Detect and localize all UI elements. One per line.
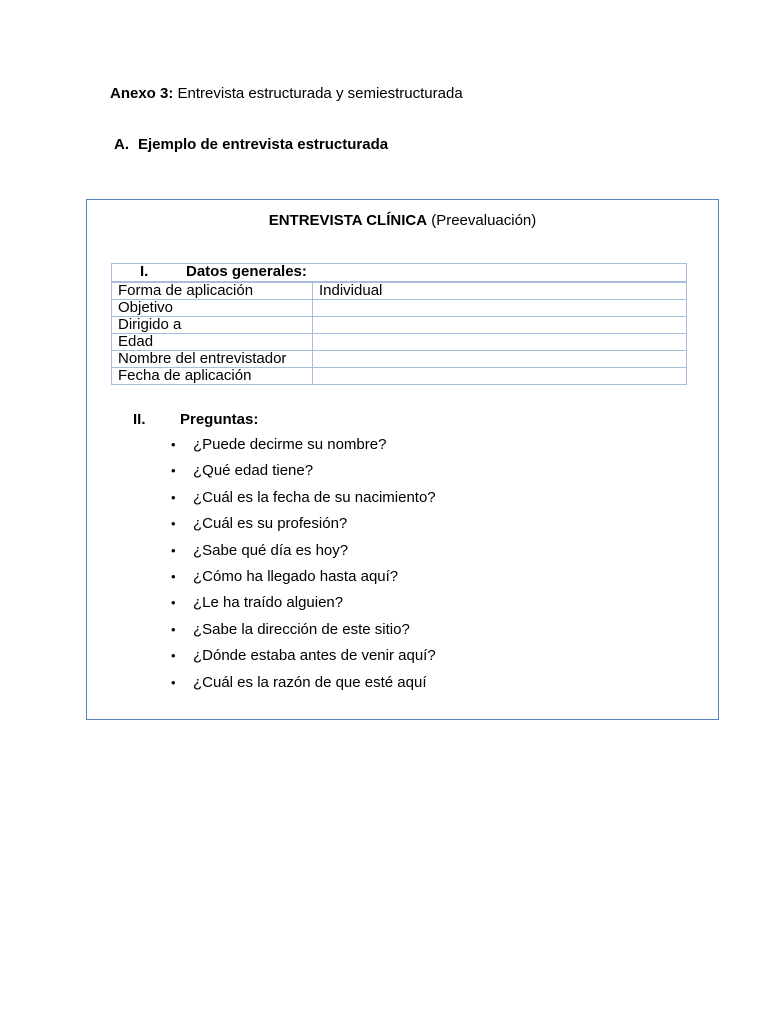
section-a-heading xyxy=(114,136,388,154)
row-value[interactable] xyxy=(313,368,687,385)
bullet-icon: • xyxy=(171,595,176,611)
question-text: ¿Dónde estaba antes de venir aquí? xyxy=(193,647,436,665)
row-label: Fecha de aplicación xyxy=(112,368,313,385)
form-title-main: ENTREVISTA CLÍNICA xyxy=(268,212,428,229)
bullet-icon: • xyxy=(171,568,176,584)
section-a-number: A. xyxy=(114,136,129,153)
row-label: Nombre del entrevistador xyxy=(112,351,313,368)
list-item xyxy=(171,568,436,594)
bullet-icon: • xyxy=(171,674,176,690)
general-data-heading: Datos generales: xyxy=(186,263,307,280)
annex-label: Anexo 3: xyxy=(110,85,174,102)
table-row xyxy=(112,317,687,334)
table-row xyxy=(112,351,687,368)
interview-form-frame xyxy=(86,199,719,720)
question-text: ¿Cuál es su profesión? xyxy=(193,515,348,533)
general-data-table xyxy=(111,263,687,385)
form-title xyxy=(87,212,718,230)
list-item xyxy=(171,647,436,673)
row-value[interactable] xyxy=(313,317,687,334)
bullet-icon: • xyxy=(171,621,176,637)
section-a-title: Ejemplo de entrevista estructurada xyxy=(138,136,389,153)
question-text: ¿Cuál es la razón de que esté aquí xyxy=(193,673,427,691)
bullet-icon: • xyxy=(171,463,176,479)
question-text: ¿Qué edad tiene? xyxy=(193,462,314,480)
row-label: Dirigido a xyxy=(112,317,313,334)
list-item xyxy=(171,436,436,462)
row-label: Forma de aplicación xyxy=(112,282,313,300)
question-text: ¿Cuál es la fecha de su nacimiento? xyxy=(193,488,436,506)
question-text: ¿Puede decirme su nombre? xyxy=(193,436,387,453)
questions-title: Preguntas: xyxy=(180,411,259,428)
table-row xyxy=(112,368,687,385)
annex-title: Entrevista estructurada y semiestructurada xyxy=(177,85,463,102)
row-value[interactable] xyxy=(313,334,687,351)
bullet-icon: • xyxy=(171,516,176,532)
list-item xyxy=(171,594,436,620)
questions-number: II. xyxy=(133,411,146,428)
general-data-number: I. xyxy=(140,263,149,280)
question-text: ¿Sabe la dirección de este sitio? xyxy=(193,620,410,638)
general-data-header-row xyxy=(112,264,687,283)
list-item xyxy=(171,462,436,488)
row-label: Objetivo xyxy=(112,300,313,317)
row-value[interactable] xyxy=(313,351,687,368)
general-data-header xyxy=(112,264,687,283)
table-row xyxy=(112,334,687,351)
table-row xyxy=(112,300,687,317)
question-list xyxy=(171,436,436,700)
question-text: ¿Cómo ha llegado hasta aquí? xyxy=(193,567,399,585)
form-title-subtitle: (Preevaluación) xyxy=(431,212,537,229)
list-item xyxy=(171,674,436,700)
row-value[interactable] xyxy=(313,300,687,317)
bullet-icon: • xyxy=(171,489,176,505)
bullet-icon: • xyxy=(171,542,176,558)
list-item xyxy=(171,515,436,541)
list-item xyxy=(171,621,436,647)
questions-heading xyxy=(133,411,258,429)
row-label: Edad xyxy=(112,334,313,351)
question-text: ¿Sabe qué día es hoy? xyxy=(193,541,349,559)
table-row xyxy=(112,282,687,300)
annex-heading xyxy=(110,85,463,103)
bullet-icon: • xyxy=(171,648,176,664)
list-item xyxy=(171,489,436,515)
question-text: ¿Le ha traído alguien? xyxy=(193,594,344,612)
list-item xyxy=(171,542,436,568)
bullet-icon: • xyxy=(171,437,176,452)
row-value[interactable]: Individual xyxy=(313,282,687,300)
